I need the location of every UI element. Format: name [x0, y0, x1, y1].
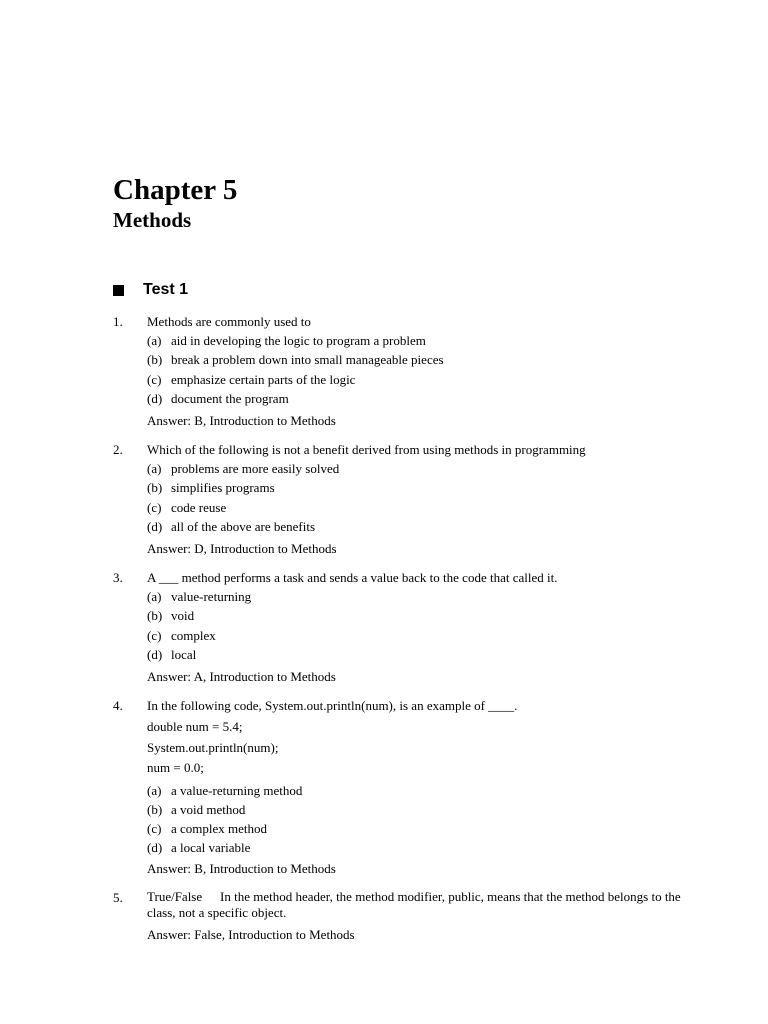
question-number: 1.	[113, 314, 123, 329]
option-text: a void method	[171, 801, 246, 817]
question-body	[147, 569, 703, 688]
option-item	[147, 518, 703, 537]
code-line: num = 0.0;	[147, 760, 204, 775]
question-body	[147, 889, 703, 946]
option-text: complex	[171, 627, 216, 643]
option-item	[147, 479, 703, 498]
option-letter: (c)	[147, 371, 162, 387]
option-letter: (b)	[147, 801, 163, 817]
option-letter: (b)	[147, 352, 163, 368]
option-letter: (a)	[147, 782, 162, 798]
option-item	[147, 607, 703, 626]
question-number: 4.	[113, 698, 123, 713]
section-heading	[113, 279, 188, 301]
option-item	[147, 839, 703, 858]
option-text: simplifies programs	[171, 480, 275, 496]
option-item	[147, 460, 703, 479]
option-letter: (a)	[147, 461, 162, 477]
option-item	[147, 782, 703, 801]
chapter-title: Chapter 5	[113, 174, 238, 206]
option-text: aid in developing the logic to program a problem	[171, 333, 426, 349]
square-bullet-icon	[113, 285, 124, 296]
option-text: code reuse	[171, 499, 227, 515]
section-title: Test 1	[143, 281, 189, 298]
answer-text: Answer: D, Introduction to Methods	[147, 540, 337, 556]
option-text: emphasize certain parts of the logic	[171, 371, 356, 387]
question-number: 5.	[113, 890, 123, 905]
question-text: In the following code, System.out.println(num), is an example of ____.	[147, 698, 518, 713]
option-item	[147, 627, 703, 646]
option-letter: (d)	[147, 390, 163, 406]
question-text: Which of the following is not a benefit derived from using methods in programming	[147, 442, 586, 457]
answer-text: Answer: B, Introduction to Methods	[147, 412, 336, 428]
option-text: break a problem down into small manageable pieces	[171, 352, 444, 368]
option-letter: (d)	[147, 518, 163, 534]
answer-text: Answer: B, Introduction to Methods	[147, 861, 336, 877]
option-text: local	[171, 646, 197, 662]
option-text: problems are more easily solved	[171, 461, 340, 477]
option-letter: (b)	[147, 608, 163, 624]
option-item	[147, 499, 703, 518]
question-body	[147, 441, 703, 560]
option-text: a complex method	[171, 820, 268, 836]
option-text: a value-returning method	[171, 782, 303, 798]
option-item	[147, 646, 703, 665]
option-letter: (d)	[147, 646, 163, 662]
question-body	[147, 313, 703, 432]
question-body	[147, 697, 703, 880]
code-line: double num = 5.4;	[147, 719, 243, 734]
option-letter: (a)	[147, 589, 162, 605]
option-letter: (c)	[147, 627, 162, 643]
option-item	[147, 390, 703, 409]
option-letter: (b)	[147, 480, 163, 496]
question-text	[147, 889, 703, 921]
question-type-label: True/False	[147, 889, 203, 904]
answer-text: Answer: False, Introduction to Methods	[147, 927, 355, 942]
option-letter: (a)	[147, 333, 162, 349]
option-item	[147, 801, 703, 820]
option-text: void	[171, 608, 195, 624]
option-item	[147, 371, 703, 390]
option-item	[147, 351, 703, 370]
question-text: A ___ method performs a task and sends a value back to the code that called it.	[147, 570, 558, 585]
code-line: System.out.println(num);	[147, 739, 279, 755]
option-text: document the program	[171, 390, 289, 406]
question-statement: In the method header, the method modifier, public, means that the method belongs to the class, not a specific object.	[147, 889, 681, 920]
answer-text: Answer: A, Introduction to Methods	[147, 668, 336, 684]
question-number: 3.	[113, 570, 123, 585]
option-text: value-returning	[171, 589, 252, 605]
option-item	[147, 820, 703, 839]
question-text: Methods are commonly used to	[147, 314, 311, 329]
option-letter: (c)	[147, 820, 162, 836]
chapter-subtitle: Methods	[113, 208, 192, 232]
option-item	[147, 588, 703, 607]
option-text: a local variable	[171, 840, 251, 856]
option-letter: (c)	[147, 499, 162, 515]
option-item	[147, 332, 703, 351]
question-number: 2.	[113, 442, 123, 457]
option-letter: (d)	[147, 840, 163, 856]
option-text: all of the above are benefits	[171, 518, 316, 534]
